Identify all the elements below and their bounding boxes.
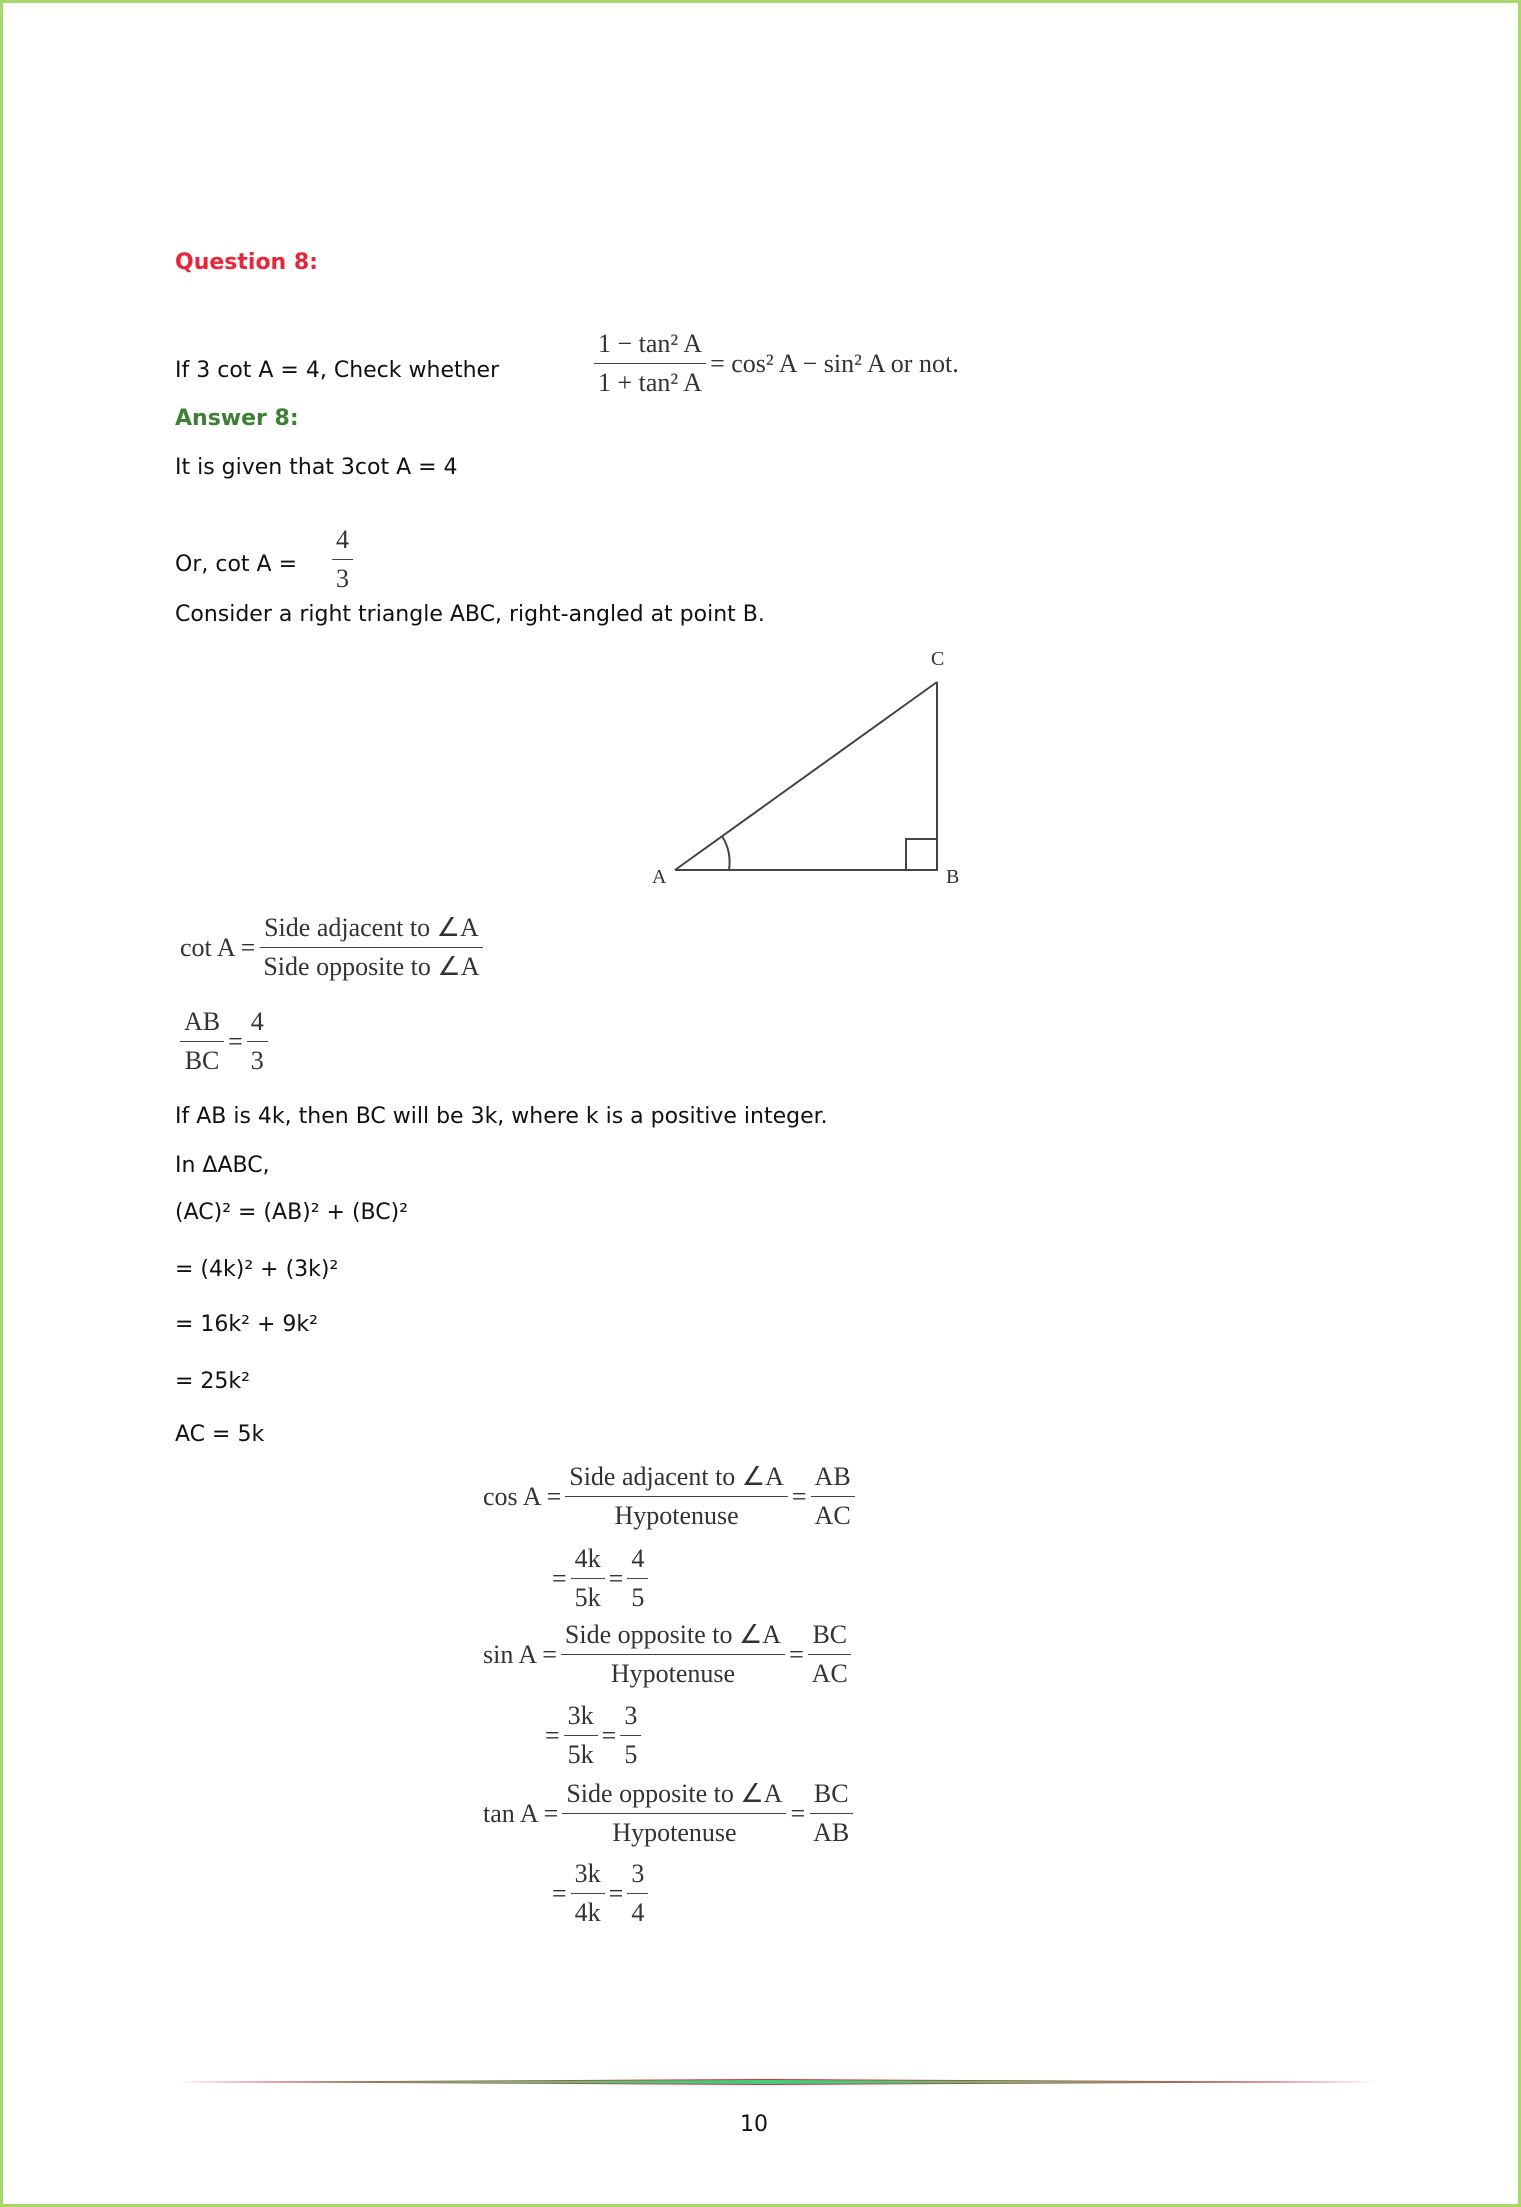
given-text: It is given that 3cot A = 4 [175, 455, 458, 480]
lhs: cos A = [483, 1481, 562, 1511]
denominator: AB [813, 1818, 850, 1847]
step-3: = 16k² + 9k² [175, 1312, 318, 1337]
numerator: Side opposite to ∠A [561, 1621, 785, 1655]
denominator: 5k [567, 1740, 594, 1769]
footer-divider [172, 2079, 1379, 2085]
right-angle-mark [906, 839, 937, 870]
numerator: Side opposite to ∠A [562, 1780, 786, 1814]
numerator: Side adjacent to ∠A [260, 914, 483, 948]
or-cot-label: Or, cot A = [175, 552, 297, 577]
page-number: 10 [740, 2112, 768, 2137]
denominator: 5k [574, 1583, 601, 1612]
numerator: 3 [627, 1860, 648, 1894]
sin-definition: sin A = $\frac{\text{Side opposite to ∠A}}{\text{Hypotenuse}}$ = $\frac{BC}{AC}$ [483, 1621, 856, 1688]
label-a: A [652, 866, 667, 888]
numerator: 3k [571, 1860, 605, 1894]
numerator: 4 [332, 526, 353, 560]
tan-definition: tan A = $\frac{\text{Side opposite to ∠A}}{\text{Hypotenuse}}$ = $\frac{BC}{AB}$ [483, 1780, 857, 1847]
numerator: 4k [571, 1545, 605, 1579]
denominator: AC [811, 1659, 848, 1688]
numerator: 4 [627, 1545, 648, 1579]
denominator: BC [184, 1046, 220, 1075]
numerator: AB [180, 1008, 224, 1042]
cos-simplified: = $\frac{4k}{5k}$ = $\frac{4}{5}$ [552, 1545, 652, 1612]
denominator: Side opposite to ∠A [263, 952, 480, 981]
denominator: Hypotenuse [614, 1501, 739, 1530]
consider-text: Consider a right triangle ABC, right-angled at point B. [175, 602, 765, 627]
step-5: AC = 5k [175, 1422, 265, 1447]
numerator: 3 [620, 1702, 641, 1736]
label-c: C [931, 648, 945, 670]
ratio-ab-bc [176, 1008, 272, 1075]
denominator: AC [814, 1501, 851, 1530]
step-2: = (4k)² + (3k)² [175, 1257, 339, 1282]
denominator: 3 [336, 564, 349, 593]
denominator: 5 [631, 1583, 645, 1612]
question-text: If 3 cot A = 4, Check whether [175, 358, 500, 383]
numerator: BC [808, 1621, 851, 1655]
cos-definition: cos A = $\frac{\text{Side adjacent to ∠A}}{\text{Hypotenuse}}$ = $\frac{AB}{AC}$ [483, 1463, 859, 1530]
lhs: cot A = [180, 932, 256, 962]
denominator: Hypotenuse [610, 1659, 736, 1688]
angle-a-arc [722, 836, 730, 870]
side-ac [675, 682, 937, 870]
question-heading: Question 8: [175, 250, 318, 275]
formula-denominator: 1 + tan² A [598, 368, 703, 397]
formula-rhs: = cos² A − sin² A or not. [710, 348, 959, 378]
denominator: 4 [631, 1898, 645, 1927]
formula-numerator: 1 − tan² A [594, 330, 706, 364]
denominator: 3 [250, 1046, 264, 1075]
triangle-diagram [640, 640, 980, 900]
answer-heading: Answer 8: [175, 406, 299, 431]
step-4: = 25k² [175, 1369, 250, 1394]
numerator: AB [811, 1463, 855, 1497]
question-formula [590, 330, 959, 397]
denominator: Hypotenuse [612, 1818, 737, 1847]
lhs: sin A = [483, 1639, 557, 1669]
sin-simplified: = $\frac{3k}{5k}$ = $\frac{3}{5}$ [545, 1702, 645, 1769]
numerator: 3k [564, 1702, 598, 1736]
numerator: Side adjacent to ∠A [565, 1463, 788, 1497]
label-b: B [946, 866, 960, 888]
tan-simplified: = $\frac{3k}{4k}$ = $\frac{3}{4}$ [552, 1860, 652, 1927]
cot-definition [180, 914, 487, 981]
step-1: (AC)² = (AB)² + (BC)² [175, 1200, 409, 1225]
or-cot-fraction [328, 526, 357, 593]
equals: = [228, 1026, 243, 1056]
numerator: 4 [247, 1008, 268, 1042]
numerator: BC [810, 1780, 853, 1814]
denominator: 4k [574, 1898, 601, 1927]
denominator: 5 [624, 1740, 638, 1769]
in-triangle-text: In ΔABC, [175, 1153, 270, 1178]
lhs: tan A = [483, 1798, 559, 1828]
assume-text: If AB is 4k, then BC will be 3k, where k is a positive integer. [175, 1104, 828, 1129]
